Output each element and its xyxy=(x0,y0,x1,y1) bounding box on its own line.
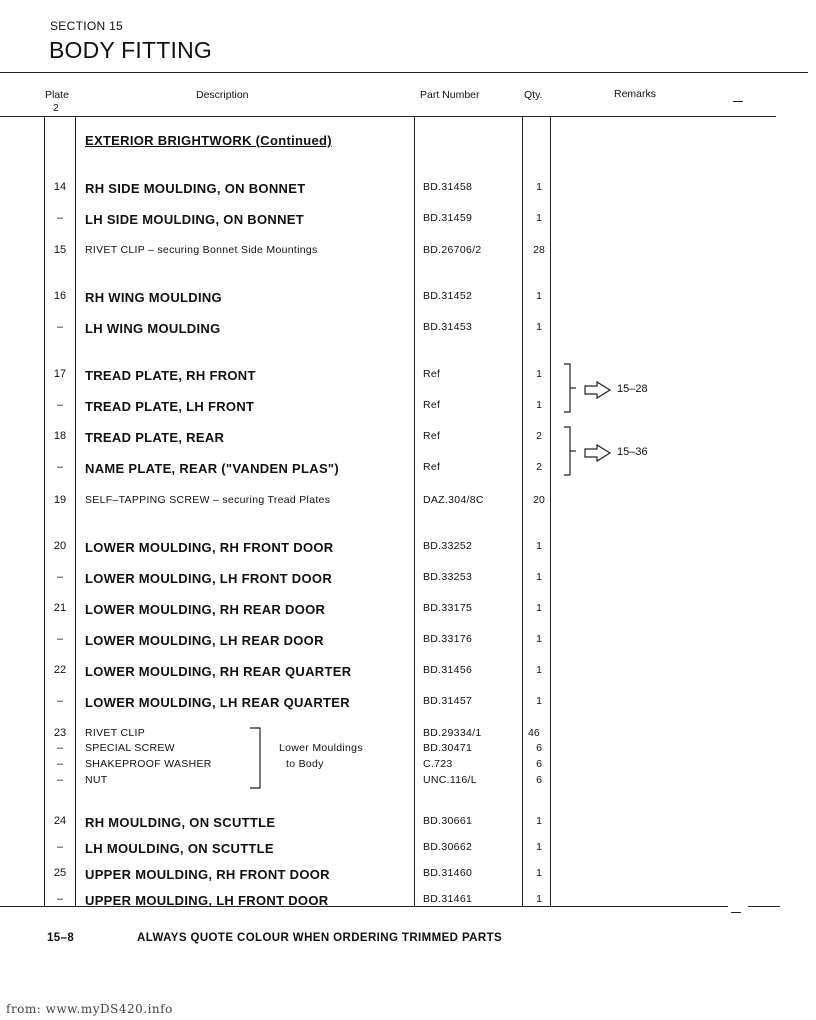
part-number: BD.29334/1 xyxy=(423,727,482,739)
col-remarks-header: Remarks xyxy=(614,88,657,100)
plate-ref: 19 xyxy=(53,494,67,506)
plate-ref: – xyxy=(56,571,64,583)
table-row xyxy=(0,758,816,774)
quantity: 6 xyxy=(536,774,542,786)
table-row xyxy=(0,290,816,306)
table-row xyxy=(0,461,816,477)
table-row xyxy=(0,321,816,337)
part-description: RH WING MOULDING xyxy=(85,290,222,305)
quantity: 46 xyxy=(528,727,540,739)
table-row xyxy=(0,430,816,446)
part-description: UPPER MOULDING, RH FRONT DOOR xyxy=(85,867,330,882)
quantity: 1 xyxy=(536,290,542,302)
section-label: SECTION 15 xyxy=(50,19,124,33)
part-number: BD.33175 xyxy=(423,602,473,614)
plate-ref: 22 xyxy=(53,664,67,676)
part-number: BD.31461 xyxy=(423,893,473,905)
part-number: Ref xyxy=(423,461,441,473)
table-row xyxy=(0,893,816,909)
quantity: 1 xyxy=(536,867,542,879)
plate-ref: 16 xyxy=(53,290,67,302)
plate-ref: – xyxy=(56,461,64,473)
table-row xyxy=(0,181,816,197)
part-number: BD.30471 xyxy=(423,742,473,754)
quantity: 1 xyxy=(536,181,542,193)
part-description: SHAKEPROOF WASHER xyxy=(85,758,212,770)
table-row xyxy=(0,815,816,831)
plate-ref: 17 xyxy=(53,368,67,380)
table-row xyxy=(0,571,816,587)
part-description: TREAD PLATE, REAR xyxy=(85,430,225,445)
plate-ref: 20 xyxy=(53,540,67,552)
footer-note: ALWAYS QUOTE COLOUR WHEN ORDERING TRIMMED PARTS xyxy=(137,932,503,944)
part-number: BD.31456 xyxy=(423,664,473,676)
quantity: 6 xyxy=(536,758,542,770)
col-plate-header: Plate xyxy=(45,89,69,101)
part-description: LOWER MOULDING, RH REAR QUARTER xyxy=(85,664,352,679)
part-description: NAME PLATE, REAR ("VANDEN PLAS") xyxy=(85,461,340,476)
part-number: BD.31458 xyxy=(423,181,473,193)
quantity: 2 xyxy=(536,461,542,473)
table-bottom-mark xyxy=(731,912,741,913)
plate-ref: – xyxy=(56,893,64,905)
plate-ref: 21 xyxy=(53,602,67,614)
part-number: Ref xyxy=(423,430,441,442)
plate-ref: – xyxy=(56,758,64,770)
quantity: 1 xyxy=(536,815,542,827)
part-number: BD.30661 xyxy=(423,815,473,827)
quantity: 1 xyxy=(536,540,542,552)
plate-ref: 24 xyxy=(53,815,67,827)
quantity: 2 xyxy=(536,430,542,442)
quantity: 6 xyxy=(536,742,542,754)
table-row xyxy=(0,602,816,618)
part-description: SELF–TAPPING SCREW – securing Tread Plates xyxy=(85,494,331,506)
header-bottom-rule xyxy=(0,116,776,117)
part-description: NUT xyxy=(85,774,108,786)
part-description: RH SIDE MOULDING, ON BONNET xyxy=(85,181,306,196)
part-number: BD.31453 xyxy=(423,321,473,333)
part-number: BD.26706/2 xyxy=(423,244,482,256)
remark-ref-b: 15–36 xyxy=(617,446,648,458)
part-number: C.723 xyxy=(423,758,453,770)
part-description: RH MOULDING, ON SCUTTLE xyxy=(85,815,276,830)
quantity: 28 xyxy=(533,244,545,256)
quantity: 1 xyxy=(536,664,542,676)
plate-ref: 25 xyxy=(53,867,67,879)
part-description: TREAD PLATE, LH FRONT xyxy=(85,399,255,414)
quantity: 1 xyxy=(536,695,542,707)
table-row xyxy=(0,244,816,260)
arrow-right-icon xyxy=(584,380,612,400)
table-row xyxy=(0,867,816,883)
plate-ref: – xyxy=(56,774,64,786)
quantity: 20 xyxy=(533,494,545,506)
part-number: BD.31459 xyxy=(423,212,473,224)
plate-ref: – xyxy=(56,633,64,645)
page-title: BODY FITTING xyxy=(49,37,212,63)
part-description: RIVET CLIP – securing Bonnet Side Mountings xyxy=(85,244,318,256)
table-row xyxy=(0,540,816,556)
part-description: LH WING MOULDING xyxy=(85,321,221,336)
table-row xyxy=(0,368,816,384)
table-row xyxy=(0,399,816,415)
col-part-number-header: Part Number xyxy=(420,89,480,101)
subheading: EXTERIOR BRIGHTWORK (Continued) xyxy=(85,133,332,148)
quantity: 1 xyxy=(536,368,542,380)
quantity: 1 xyxy=(536,321,542,333)
table-row xyxy=(0,664,816,680)
part-number: DAZ.304/8C xyxy=(423,494,484,506)
source-watermark: from: www.myDS420.info xyxy=(6,1002,173,1016)
quantity: 1 xyxy=(536,571,542,583)
quantity: 1 xyxy=(536,893,542,905)
part-description: TREAD PLATE, RH FRONT xyxy=(85,368,256,383)
part-number: BD.33176 xyxy=(423,633,473,645)
part-description: LOWER MOULDING, RH REAR DOOR xyxy=(85,602,326,617)
plate-ref: 15 xyxy=(53,244,67,256)
page-number: 15–8 xyxy=(47,932,75,944)
part-description: UPPER MOULDING, LH FRONT DOOR xyxy=(85,893,329,908)
part-number: UNC.116/L xyxy=(423,774,477,786)
plate-ref: – xyxy=(56,695,64,707)
group-bracket xyxy=(248,726,264,790)
table-row xyxy=(0,695,816,711)
part-description: LOWER MOULDING, LH REAR QUARTER xyxy=(85,695,350,710)
quantity: 1 xyxy=(536,212,542,224)
plate-ref: – xyxy=(56,212,64,224)
col-description-header: Description xyxy=(196,89,249,101)
col-plate-number: 2 xyxy=(53,102,59,114)
col-qty-header: Qty. xyxy=(524,89,543,101)
part-description: LH SIDE MOULDING, ON BONNET xyxy=(85,212,304,227)
part-number: BD.30662 xyxy=(423,841,473,853)
part-number: BD.33252 xyxy=(423,540,473,552)
remark-ref-a: 15–28 xyxy=(617,383,648,395)
group-note-line1: Lower Mouldings xyxy=(279,742,363,754)
plate-ref: – xyxy=(56,321,64,333)
plate-ref: 18 xyxy=(53,430,67,442)
part-description: LH MOULDING, ON SCUTTLE xyxy=(85,841,274,856)
part-number: BD.31457 xyxy=(423,695,473,707)
arrow-right-icon xyxy=(584,443,612,463)
table-row xyxy=(0,742,816,758)
table-row xyxy=(0,633,816,649)
table-row xyxy=(0,727,816,743)
part-description: RIVET CLIP xyxy=(85,727,145,739)
part-description: LOWER MOULDING, RH FRONT DOOR xyxy=(85,540,334,555)
quantity: 1 xyxy=(536,602,542,614)
header-top-rule xyxy=(0,72,808,73)
part-number: Ref xyxy=(423,368,441,380)
part-description: SPECIAL SCREW xyxy=(85,742,175,754)
part-description: LOWER MOULDING, LH REAR DOOR xyxy=(85,633,324,648)
table-row xyxy=(0,212,816,228)
part-number: BD.33253 xyxy=(423,571,473,583)
plate-ref: – xyxy=(56,742,64,754)
group-note-line2: to Body xyxy=(286,758,324,770)
plate-ref: – xyxy=(56,841,64,853)
quantity: 1 xyxy=(536,841,542,853)
plate-ref: – xyxy=(56,399,64,411)
plate-ref: 14 xyxy=(53,181,67,193)
part-number: Ref xyxy=(423,399,441,411)
part-number: BD.31452 xyxy=(423,290,473,302)
header-mark xyxy=(733,101,743,102)
part-description: LOWER MOULDING, LH FRONT DOOR xyxy=(85,571,333,586)
table-row xyxy=(0,494,816,510)
table-row xyxy=(0,774,816,790)
quantity: 1 xyxy=(536,633,542,645)
part-number: BD.31460 xyxy=(423,867,473,879)
quantity: 1 xyxy=(536,399,542,411)
table-row xyxy=(0,841,816,857)
plate-ref: 23 xyxy=(53,727,67,739)
